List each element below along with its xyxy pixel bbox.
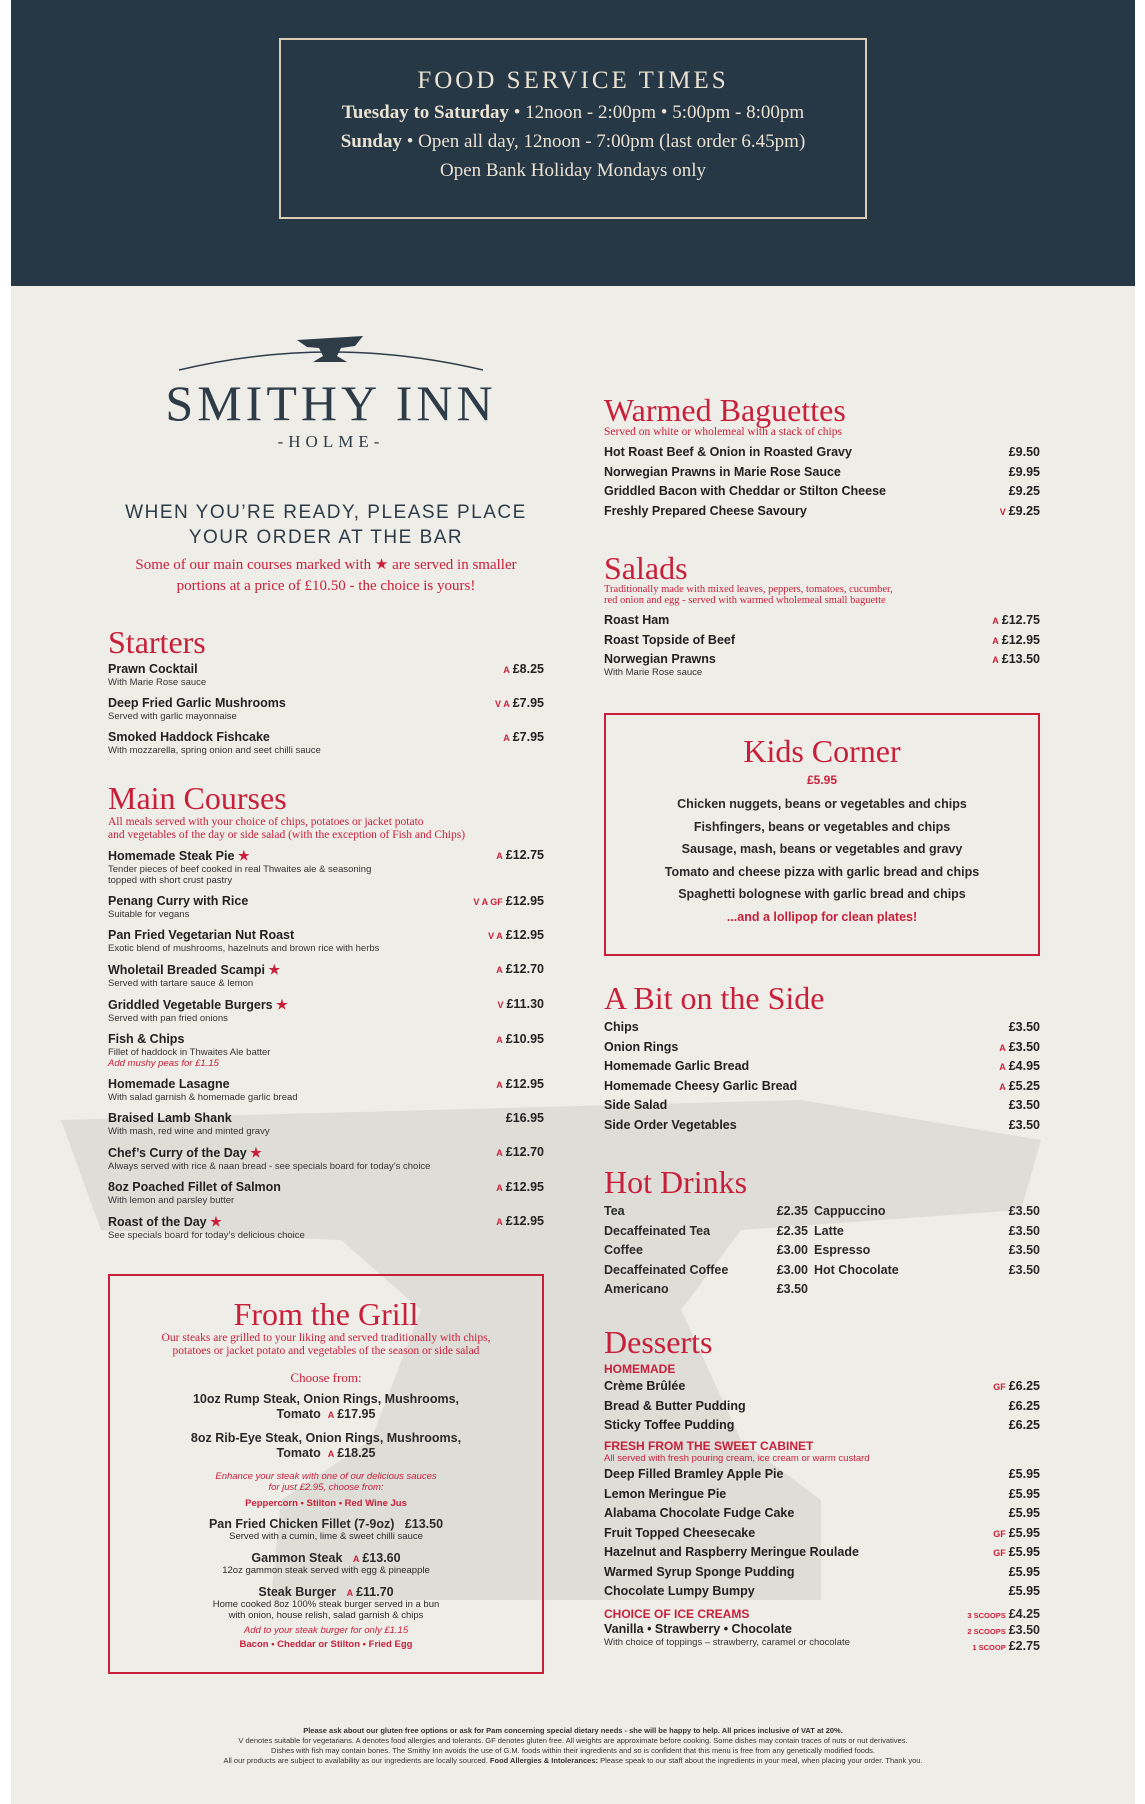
dietary-tag: A [496,1080,503,1090]
item-price: £16.95 [505,1111,544,1125]
main-courses-section [108,782,544,1249]
desserts-title: Desserts [604,1324,713,1360]
menu-item [604,1506,1040,1521]
menu-item [604,1399,1040,1414]
desserts-homemade-label: HOMEMADE [604,1362,676,1376]
star-icon: ★ [268,962,281,977]
salads-sub: Traditionally made with mixed leaves, peppers, tomatoes, cucumber, red onion and egg - served with warmed wholemeal small baguette [604,584,893,606]
item-name: Prawn Cocktail [108,662,198,676]
drink-price: £3.50 [1008,1223,1040,1238]
service-times-box [279,38,867,219]
drink-name: Decaffeinated Tea [604,1223,711,1238]
grill-sauces: Peppercorn • Stilton • Red Wine Jus [245,1498,407,1509]
menu-item [108,848,544,886]
grill-enhance-note: Enhance your steak with one of our delicious sauces for just £2.95, choose from: [215,1471,437,1493]
item-name: Lemon Meringue Pie [604,1486,727,1501]
item-price: V £9.25 [999,503,1040,518]
order-at-bar-heading: WHEN YOU’RE READY, PLEASE PLACE YOUR ORDER AT THE BAR [125,502,527,548]
kids-corner-box [604,713,1040,956]
dietary-tag: A [496,1217,503,1227]
dietary-tag: A [496,965,503,975]
item-desc: Served with tartare sauce & lemon [108,978,254,989]
item-price: £5.95 [1008,1506,1040,1520]
item-price: £9.50 [1008,445,1040,459]
drink-price: £3.00 [776,1243,808,1257]
drink-item [814,1204,1040,1224]
item-name: Braised Lamb Shank [108,1111,232,1125]
item-desc: With Marie Rose sauce [604,667,703,678]
drink-price: £3.50 [1008,1262,1040,1277]
menu-item [604,1467,1040,1482]
star-icon: ★ [237,848,250,863]
kids-item: Sausage, mash, beans or vegetables and gravy [681,842,963,856]
drink-price: £2.35 [776,1204,808,1218]
main-courses-sub: All meals served with your choice of chips, potatoes or jacket potato and vegetables of the day or side salad (with the exception of Fish and Chips) [108,816,466,841]
item-price: £9.25 [1008,484,1040,498]
menu-item [604,445,1040,460]
menu-item [108,1077,544,1103]
menu-item [604,1565,1040,1580]
dietary-tag: A [999,1081,1006,1092]
item-desc: Fillet of haddock in Thwaites Ale batter [108,1047,271,1058]
grill-burger-extras: Bacon • Cheddar or Stilton • Fried Egg [239,1639,413,1650]
item-name: Griddled Bacon with Cheddar or Stilton Cheese [604,484,886,498]
item-price: £3.50 [1008,1098,1040,1112]
menu-item [604,504,1040,519]
menu-item [604,1487,1040,1502]
service-times-title: FOOD SERVICE TIMES [417,67,729,94]
kids-price: £5.95 [806,773,838,787]
kids-title: Kids Corner [743,733,901,769]
dietary-tag: GF [993,1548,1006,1558]
starters-title: Starters [108,624,206,660]
grill-choose: Choose from: [290,1370,362,1385]
menu-item [604,465,1040,480]
drink-item [814,1224,1040,1244]
dietary-tag: A [999,1042,1006,1053]
dietary-footer: Please ask about our gluten free options or ask for Pam concerning special dietary needs - she will be happy to help. All prices inclusive of VAT at 20%. V denotes suitable for vegetarians. A denotes food allergies and tolerants. GF denotes gluten free. All weights are approximate before cooking. Some dishes may contain traces of nuts or nut derivatives. Dishes with fish may contain bones. The Smithy Inn avoids the use of G.M. foods within their ingredients and so is confident that this menu is free from any genetically modified foods. All our products are subject to availability as our ingredients are locally sourced. Food Allergies & Intolerances: Please speak to our staff about the ingredients in your meal, when placing your order. Thank you. [223,1726,923,1765]
item-name: Hot Roast Beef & Onion in Roasted Gravy [604,445,852,459]
item-price: V £11.30 [497,997,544,1011]
item-name: Side Salad [604,1098,668,1112]
kids-lollipop: ...and a lollipop for clean plates! [726,909,918,924]
menu-item [604,1059,1040,1074]
item-price: £5.95 [1008,1486,1040,1501]
desserts-cabinet-label: FRESH FROM THE SWEET CABINET [604,1439,814,1453]
star-icon: ★ [210,1214,222,1229]
dietary-tag: V [999,506,1006,517]
anvil-logo-icon [297,336,363,362]
menu-item [604,1526,1040,1541]
menu-item [108,997,544,1024]
menu-item [604,1584,1040,1599]
drink-item [814,1243,1040,1263]
side-section [604,982,1040,1137]
item-name: Smoked Haddock Fishcake [108,730,270,744]
drink-item [604,1204,814,1224]
item-name: Sticky Toffee Pudding [604,1418,735,1432]
item-name: Bread & Butter Pudding [604,1398,746,1413]
drink-price: £3.50 [776,1282,808,1296]
item-price: A £12.95 [992,632,1040,647]
item-price: A £12.95 [496,1214,544,1228]
item-name: Wholetail Breaded Scampi ★ [108,962,281,977]
grill-burger: Steak Burger A £11.70 [258,1585,394,1599]
item-price: £5.95 [1008,1467,1040,1481]
star-icon: ★ [374,557,389,573]
item-price: A £12.75 [496,848,544,862]
baguettes-sub: Served on white or wholemeal with a stack of chips [604,426,842,438]
item-name: Homemade Garlic Bread [604,1059,750,1073]
menu-item [604,652,1040,678]
side-title: A Bit on the Side [604,980,825,1016]
item-desc: See specials board for today’s delicious choice [108,1230,305,1241]
item-name: Fish & Chips [108,1032,185,1046]
ice-cream-choice: CHOICE OF ICE CREAMS Vanilla • Strawberry • Chocolate With choice of toppings – strawberry, caramel or chocolate 3 SCOOPS £4.25 2 SCOOPS £3.50 1 SCOOP £2.75 [604,1607,1040,1653]
dietary-tag: A [999,1062,1006,1072]
drink-price: £3.00 [776,1262,808,1277]
menu-item [108,1214,544,1241]
item-name: Chips [604,1020,639,1034]
item-name: Roast Ham [604,613,670,627]
item-name: Chef’s Curry of the Day ★ [108,1145,262,1160]
menu-item [108,928,544,954]
dietary-tag: A [503,665,510,675]
item-price: A £3.50 [999,1039,1040,1054]
item-desc: Exotic blend of mushrooms, hazelnuts and brown rice with herbs [108,943,380,954]
menu-item [604,1020,1040,1035]
item-name: Roast Topside of Beef [604,632,736,647]
grill-chicken: Pan Fried Chicken Fillet (7-9oz) £13.50 [208,1517,444,1531]
item-name: Chocolate Lumpy Bumpy [604,1584,755,1598]
dietary-tag: A [992,616,999,626]
item-name: Onion Rings [604,1039,679,1054]
menu-item [108,730,544,756]
item-price: A £8.25 [503,662,544,676]
star-icon: ★ [276,997,288,1012]
item-name: Deep Filled Bramley Apple Pie [604,1467,784,1481]
kids-item: Fishfingers, beans or vegetables and chips [693,819,951,834]
item-desc: Suitable for vegans [108,909,190,920]
drink-price: £2.35 [776,1223,808,1238]
main-courses-title: Main Courses [108,780,287,816]
salads-title: Salads [604,550,688,586]
grill-title: From the Grill [233,1296,419,1332]
item-price: £6.25 [1008,1398,1040,1413]
item-price: A £12.70 [496,1145,544,1159]
dietary-tag: A [496,1183,503,1193]
grill-sub: Our steaks are grilled to your liking and served traditionally with chips, potatoes or jacket potato and vegetables of the season or side salad [161,1332,491,1357]
item-desc: Tender pieces of beef cooked in real Thwaites ale & seasoning [108,864,372,875]
menu-item [604,484,1040,499]
item-price: £9.95 [1008,464,1040,479]
dietary-tag: A [503,733,510,743]
item-desc: Served with pan fried onions [108,1013,228,1024]
item-price: GF £5.95 [993,1525,1040,1540]
item-price: V A GF £12.95 [473,894,544,908]
scoops-label: 3 SCOOPS [967,1611,1006,1620]
item-price: A £12.75 [992,613,1040,627]
grill-ribeye-steak: 8oz Rib-Eye Steak, Onion Rings, Mushrooms, Tomato A £18.25 [190,1431,462,1460]
item-price: A £12.70 [496,962,544,976]
drink-name: Latte [814,1223,844,1238]
dietary-tag: A [496,1035,503,1045]
item-name: Freshly Prepared Cheese Savoury [604,503,807,518]
item-name: Homemade Steak Pie ★ [108,848,250,863]
drink-price: £3.50 [1008,1204,1040,1218]
menu-item [604,1418,1040,1433]
drink-name: Americano [604,1282,669,1296]
kids-item: Tomato and cheese pizza with garlic bread and chips [664,864,980,879]
menu-item [108,1111,544,1137]
item-price: V A £7.95 [495,696,544,710]
item-name: Penang Curry with Rice [108,894,249,908]
logo-name: SMITHY INN [165,375,497,431]
menu-item [108,894,544,920]
drink-name: Coffee [604,1243,643,1257]
item-name: Deep Fried Garlic Mushrooms [108,696,286,710]
drink-name: Cappuccino [814,1204,886,1218]
ice-cream-price: 2 SCOOPS £3.50 [967,1623,1040,1637]
item-price: £3.50 [1008,1020,1040,1034]
item-price: GF £5.95 [993,1545,1040,1559]
desserts-section [604,1326,1040,1655]
drink-name: Tea [604,1204,625,1218]
menu-item [604,1118,1040,1133]
drink-item [604,1282,814,1302]
item-price: GF £6.25 [993,1379,1040,1393]
item-price: £6.25 [1008,1418,1040,1432]
item-desc: topped with short crust pastry [108,875,233,886]
dietary-tag: GF [993,1382,1006,1392]
item-name: Norwegian Prawns in Marie Rose Sauce [604,464,841,479]
dietary-tag: A [992,655,999,665]
smaller-portions-note: Some of our main courses marked with ★ are served in smaller portions at a price of £10.50 - the choice is yours! [135,557,517,594]
scoops-label: 1 SCOOP [972,1643,1006,1652]
grill-gammon: Gammon Steak A £13.60 [251,1551,401,1565]
salads-section [604,552,1040,683]
item-name: Griddled Vegetable Burgers ★ [108,997,288,1012]
item-name: Norwegian Prawns [604,652,716,666]
item-name: Side Order Vegetables [604,1117,737,1132]
item-price: A £12.95 [496,1077,544,1091]
item-price: A £10.95 [496,1032,544,1046]
item-desc: Served with garlic mayonnaise [108,711,237,722]
dietary-tag: GF [993,1528,1006,1539]
dietary-tag: V A [495,699,510,709]
logo-place: -HOLME- [277,432,385,451]
hot-drinks-title: Hot Drinks [604,1164,748,1200]
item-name: Crème Brûlée [604,1379,686,1393]
item-name: Alabama Chocolate Fudge Cake [604,1506,795,1520]
drink-name: Hot Chocolate [814,1262,899,1277]
menu-page [11,0,1135,1804]
drink-name: Decaffeinated Coffee [604,1262,729,1277]
menu-item [108,1032,544,1069]
menu-item [108,696,544,722]
service-times-bank-holiday: Open Bank Holiday Mondays only [440,160,706,181]
menu-item [604,1379,1040,1394]
menu-item [604,1079,1040,1094]
item-desc: Always served with rice & naan bread - see specials board for today’s choice [108,1161,431,1172]
baguettes-title: Warmed Baguettes [604,392,846,428]
grill-chicken-desc: Served with a cumin, lime & sweet chilli sauce [229,1531,423,1542]
starters-section [108,626,544,764]
item-price: A £7.95 [503,730,544,744]
item-name: Fruit Topped Cheesecake [604,1525,756,1540]
grill-burger-desc: Home cooked 8oz 100% steak burger served in a bun with onion, house relish, salad garnish & chips [212,1599,440,1621]
drink-item [814,1263,1040,1283]
item-price: A £12.95 [496,1180,544,1194]
from-the-grill-box [108,1274,544,1674]
kids-item: Chicken nuggets, beans or vegetables and chips [677,797,967,811]
scoops-label: 2 SCOOPS [967,1627,1006,1636]
item-name: Pan Fried Vegetarian Nut Roast [108,928,295,942]
kids-item: Spaghetti bolognese with garlic bread and chips [678,887,966,901]
drink-price: £3.50 [1008,1243,1040,1257]
item-desc: With salad garnish & homemade garlic bread [108,1092,298,1103]
item-name: Homemade Lasagne [108,1077,230,1091]
dietary-tag: A [496,1148,503,1158]
baguettes-section [604,394,1040,523]
item-name: Homemade Cheesy Garlic Bread [604,1078,798,1093]
menu-item [108,962,544,989]
item-name: Hazelnut and Raspberry Meringue Roulade [604,1545,859,1559]
item-desc: With lemon and parsley butter [108,1195,235,1206]
dietary-tag: V [497,1000,504,1010]
menu-item [604,1040,1040,1055]
item-desc: With Marie Rose sauce [108,677,207,688]
menu-item [108,1145,544,1172]
item-desc: With mozzarella, spring onion and seet chilli sauce [108,745,321,756]
item-price: £5.95 [1008,1584,1040,1598]
menu-item [604,633,1040,648]
menu-item [604,613,1040,628]
drink-name: Espresso [814,1243,871,1257]
grill-gammon-desc: 12oz gammon steak served with egg & pineapple [222,1565,430,1576]
item-price: A £13.50 [992,652,1040,666]
item-price: A £5.25 [999,1078,1040,1093]
hot-drinks-section [604,1166,1040,1302]
menu-item [108,662,544,688]
dietary-tag: V A GF [473,897,503,907]
item-price: V A £12.95 [488,928,544,942]
smithy-inn-logo [141,328,521,458]
drink-item [604,1243,814,1263]
menu-item [108,1180,544,1206]
item-desc: With mash, red wine and minted gravy [108,1126,270,1137]
item-name: Roast of the Day ★ [108,1214,222,1229]
ice-cream-price: 1 SCOOP £2.75 [972,1639,1040,1653]
service-times-sunday: Sunday • Open all day, 12noon - 7:00pm (last order 6.45pm) [340,131,806,152]
item-price: £5.95 [1008,1564,1040,1579]
grill-burger-add: Add to your steak burger for only £1.15 [243,1625,409,1636]
dietary-tag: V A [488,931,503,941]
item-name: Warmed Syrup Sponge Pudding [604,1564,795,1579]
star-icon: ★ [250,1145,262,1160]
menu-item [604,1545,1040,1560]
item-note: Add mushy peas for £1.15 [108,1058,219,1069]
item-price: £3.50 [1008,1117,1040,1132]
service-times-weekdays: Tuesday to Saturday • 12noon - 2:00pm • 5:00pm - 8:00pm [341,102,805,123]
drink-item [604,1224,814,1244]
menu-item [604,1098,1040,1113]
ice-cream-price: 3 SCOOPS £4.25 [967,1607,1040,1621]
dietary-tag: A [496,851,503,861]
item-name: 8oz Poached Fillet of Salmon [108,1180,281,1194]
service-times-header [11,0,1135,286]
dietary-tag: A [992,635,999,646]
drink-item [604,1263,814,1283]
desserts-cabinet-sub: All served with fresh pouring cream, ice cream or warm custard [604,1453,870,1464]
item-price: A £4.95 [999,1059,1040,1073]
grill-rump-steak: 10oz Rump Steak, Onion Rings, Mushrooms, Tomato A £17.95 [192,1392,459,1421]
